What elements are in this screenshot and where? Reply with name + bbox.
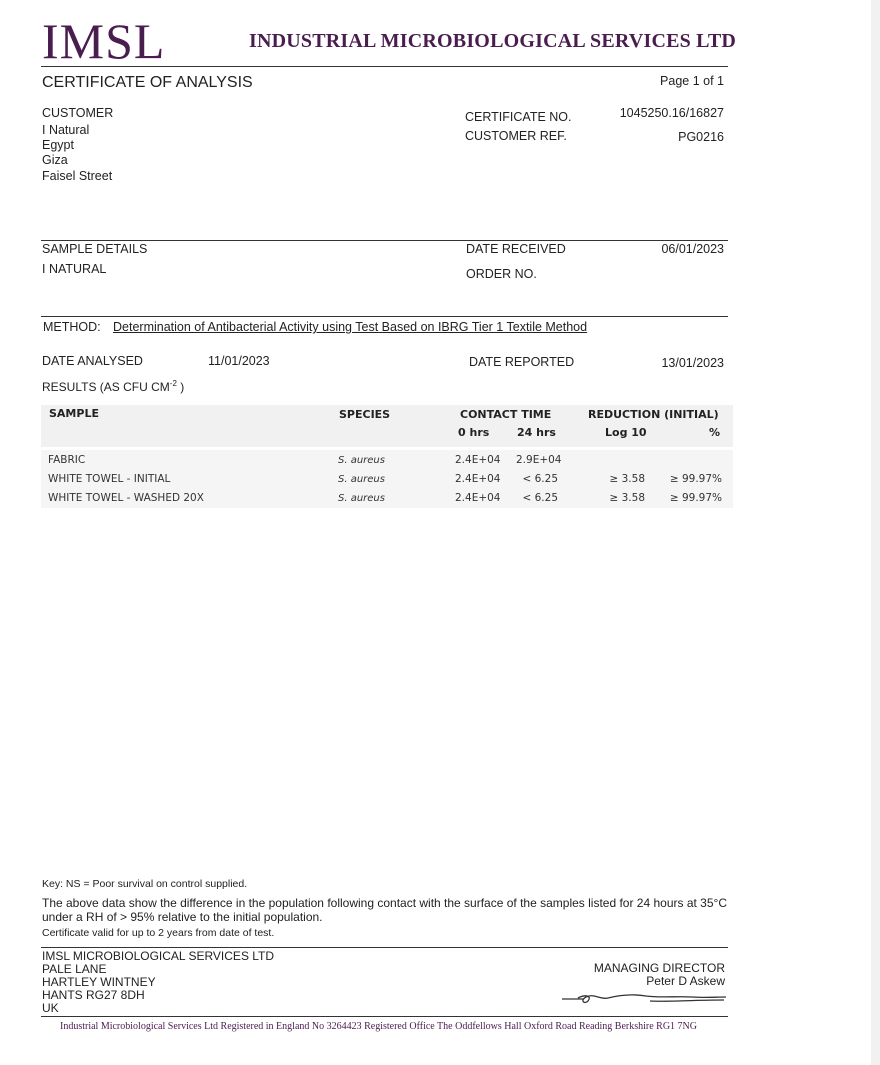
director-name: Peter D Askew [646, 974, 725, 988]
th-log10: Log 10 [605, 426, 647, 439]
signature [560, 988, 728, 1010]
table-row-2-24hrs: < 6.25 [522, 473, 558, 485]
customer-label: CUSTOMER [42, 106, 114, 120]
customer-line-3: Giza [42, 153, 68, 167]
address-line-1: IMSL MICROBIOLOGICAL SERVICES LTD [42, 949, 275, 963]
results-label [42, 379, 184, 394]
validity-note: Certificate valid for up to 2 years from date of test. [42, 927, 275, 939]
address-line-5: UK [42, 1001, 59, 1015]
table-row-3-percent: ≥ 99.97% [669, 492, 722, 504]
sample-divider [41, 240, 728, 241]
page-number: Page 1 of 1 [660, 74, 724, 88]
footer-bottom-divider [41, 1016, 728, 1017]
date-analysed-label: DATE ANALYSED [42, 354, 143, 368]
customer-line-1: I Natural [42, 123, 90, 137]
table-row-2-log10: ≥ 3.58 [609, 473, 645, 485]
table-row-3-24hrs: < 6.25 [522, 492, 558, 504]
customer-line-4: Faisel Street [42, 169, 113, 183]
address-line-4: HANTS RG27 8DH [42, 988, 145, 1002]
table-row-3-log10: ≥ 3.58 [609, 492, 645, 504]
th-percent: % [709, 426, 721, 439]
table-row-3-0hrs: 2.4E+04 [455, 492, 501, 504]
description-line-1: The above data show the difference in the population following contact with the surface of the samples listed for 24 hours at 35°C [42, 896, 727, 910]
table-row-1-24hrs: 2.9E+04 [516, 454, 562, 466]
table-row-2-sample: WHITE TOWEL - INITIAL [48, 473, 171, 485]
date-received-label: DATE RECEIVED [466, 242, 566, 256]
key-note: Key: NS = Poor survival on control supplied. [42, 878, 248, 890]
th-contact-time: CONTACT TIME [460, 408, 552, 421]
company-logo: IMSL [42, 13, 166, 69]
th-species: SPECIES [339, 408, 391, 421]
header-divider [41, 66, 728, 67]
scrollbar[interactable] [871, 0, 880, 1065]
th-sample: SAMPLE [49, 407, 99, 420]
company-name: INDUSTRIAL MICROBIOLOGICAL SERVICES LTD [249, 30, 737, 52]
order-no-label: ORDER NO. [466, 267, 537, 281]
th-reduction: REDUCTION (INITIAL) [588, 408, 719, 421]
date-analysed-value: 11/01/2023 [208, 354, 270, 368]
description-line-2: under a RH of > 95% relative to the initial population. [42, 910, 323, 924]
customer-ref-value: PG0216 [678, 130, 724, 144]
date-received-value: 06/01/2023 [661, 242, 724, 256]
results-label-end: ) [176, 380, 185, 394]
sample-details-value: I NATURAL [42, 262, 107, 276]
table-row-3-species: S. aureus [338, 493, 385, 504]
address-line-3: HARTLEY WINTNEY [42, 975, 156, 989]
sample-details-label: SAMPLE DETAILS [42, 242, 148, 256]
date-reported-value: 13/01/2023 [661, 356, 724, 370]
registration-text: Industrial Microbiological Services Ltd Registered in England No 3264423 Registered Office The Oddfellows Hall Oxford Road Reading Berkshire RG1 7NG [60, 1021, 697, 1032]
results-label-exponent: -2 [169, 379, 177, 388]
table-row-1-species: S. aureus [338, 455, 385, 466]
certificate-no-value: 1045250.16/16827 [619, 106, 724, 120]
th-24-hrs: 24 hrs [517, 426, 556, 439]
table-row-3-sample: WHITE TOWEL - WASHED 20X [48, 492, 204, 504]
customer-line-2: Egypt [42, 138, 74, 152]
table-row-2-species: S. aureus [338, 474, 385, 485]
method-value: Determination of Antibacterial Activity using Test Based on IBRG Tier 1 Textile Method [113, 320, 588, 334]
footer-divider [41, 947, 728, 948]
date-reported-label: DATE REPORTED [469, 355, 575, 369]
method-label: METHOD: [43, 320, 101, 334]
method-divider [41, 316, 728, 317]
table-row-2-percent: ≥ 99.97% [669, 473, 722, 485]
certificate-no-label: CERTIFICATE NO. [465, 110, 572, 124]
customer-ref-label: CUSTOMER REF. [465, 129, 567, 143]
results-label-text: RESULTS (AS CFU CM [42, 380, 170, 394]
document-title: CERTIFICATE OF ANALYSIS [42, 74, 253, 91]
table-row-2-0hrs: 2.4E+04 [455, 473, 501, 485]
table-row-1-sample: FABRIC [48, 454, 86, 466]
director-title: MANAGING DIRECTOR [593, 961, 725, 975]
th-0-hrs: 0 hrs [458, 426, 490, 439]
address-line-2: PALE LANE [42, 962, 107, 976]
table-row-1-0hrs: 2.4E+04 [455, 454, 501, 466]
